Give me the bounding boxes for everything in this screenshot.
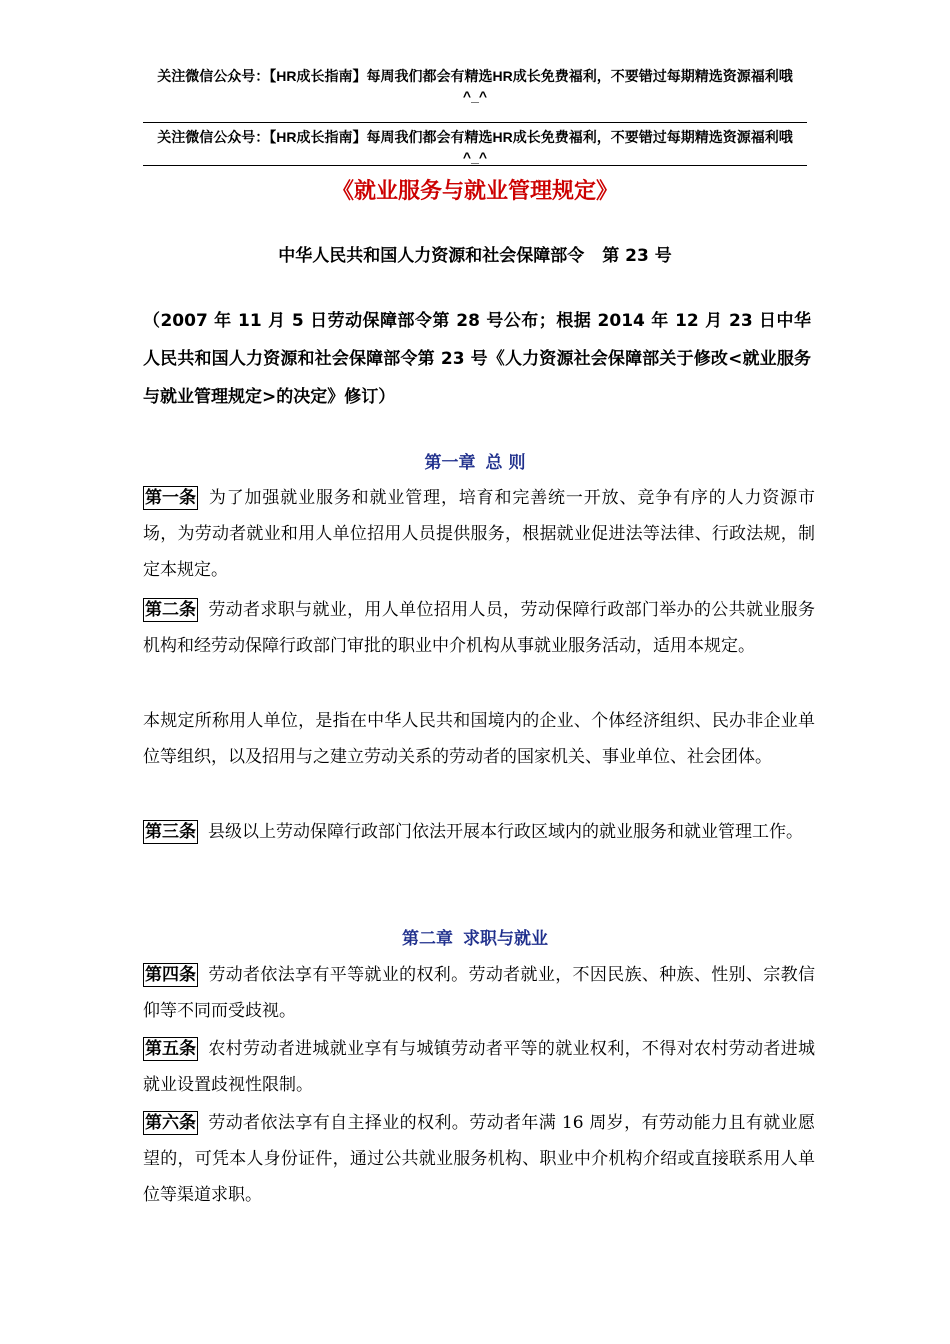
article-text: 为了加强就业服务和就业管理，培育和完善统一开放、竞争有序的人力资源市场，为劳动者就业和用人单位招用人员提供服务，根据就业促进法等法律、行政法规，制定本规定。 bbox=[143, 488, 815, 580]
chapter-heading bbox=[143, 926, 807, 952]
article-paragraph: 本规定所称用人单位，是指在中华人民共和国境内的企业、个体经济组织、民办非企业单位等组织，以及招用与之建立劳动关系的劳动者的国家机关、事业单位、社会团体。 bbox=[143, 711, 815, 767]
publication-note: （2007 年 11 月 5 日劳动保障部令第 28 号公布；根据 2014 年 12 月 23 日中华人民共和国人力资源和社会保障部令第 23 号《人力资源社会保障部关于修改<就业服务与就业管理规定>的决定》修订） bbox=[143, 311, 811, 407]
article bbox=[143, 814, 815, 850]
header-promo-line: 关注微信公众号：【HR成长指南】每周我们都会有精选HR成长免费福利，不要错过每期精选资源福利哦 bbox=[157, 68, 793, 84]
decree-issuer: 中华人民共和国人力资源和社会保障部令 bbox=[278, 246, 585, 266]
article bbox=[143, 480, 815, 588]
article-label: 第六条 bbox=[145, 1113, 196, 1133]
header-divider bbox=[143, 165, 807, 166]
header-promo-line: 关注微信公众号：【HR成长指南】每周我们都会有精选HR成长免费福利，不要错过每期精选资源福利哦 bbox=[157, 129, 793, 145]
header-divider bbox=[143, 122, 807, 123]
chapter-heading bbox=[143, 450, 807, 476]
article-label: 第四条 bbox=[145, 965, 196, 985]
article bbox=[143, 1105, 815, 1213]
chapter-label: 第一章 bbox=[424, 453, 476, 473]
article-text: 劳动者求职与就业，用人单位招用人员，劳动保障行政部门举办的公共就业服务机构和经劳动保障行政部门审批的职业中介机构从事就业服务活动，适用本规定。 bbox=[143, 600, 815, 656]
chapter-name: 求职与就业 bbox=[463, 929, 548, 949]
article bbox=[143, 1031, 815, 1103]
header-promo-emoticon: ^_^ bbox=[462, 149, 488, 165]
decree-number: 第 23 号 bbox=[602, 246, 672, 266]
article-text: 劳动者依法享有平等就业的权利。劳动者就业，不因民族、种族、性别、宗教信仰等不同而受歧视。 bbox=[143, 965, 815, 1021]
article-text: 劳动者依法享有自主择业的权利。劳动者年满 16 周岁，有劳动能力且有就业愿望的，可凭本人身份证件，通过公共就业服务机构、职业中介机构介绍或直接联系用人单位等渠道求职。 bbox=[143, 1113, 815, 1205]
article-label: 第二条 bbox=[145, 600, 196, 620]
article-label: 第一条 bbox=[145, 488, 196, 508]
header-promo-emoticon: ^_^ bbox=[462, 88, 488, 104]
article bbox=[143, 592, 815, 664]
article-text: 农村劳动者进城就业享有与城镇劳动者平等的就业权利，不得对农村劳动者进城就业设置歧视性限制。 bbox=[143, 1039, 815, 1095]
article-text: 县级以上劳动保障行政部门依法开展本行政区域内的就业服务和就业管理工作。 bbox=[208, 822, 803, 842]
chapter-name: 总 则 bbox=[485, 453, 526, 473]
article-label: 第三条 bbox=[145, 822, 196, 842]
article bbox=[143, 957, 815, 1029]
decree-line bbox=[143, 243, 807, 269]
article-label: 第五条 bbox=[145, 1039, 196, 1059]
document-title: 《就业服务与就业管理规定》 bbox=[331, 179, 618, 204]
chapter-label: 第二章 bbox=[402, 929, 453, 949]
